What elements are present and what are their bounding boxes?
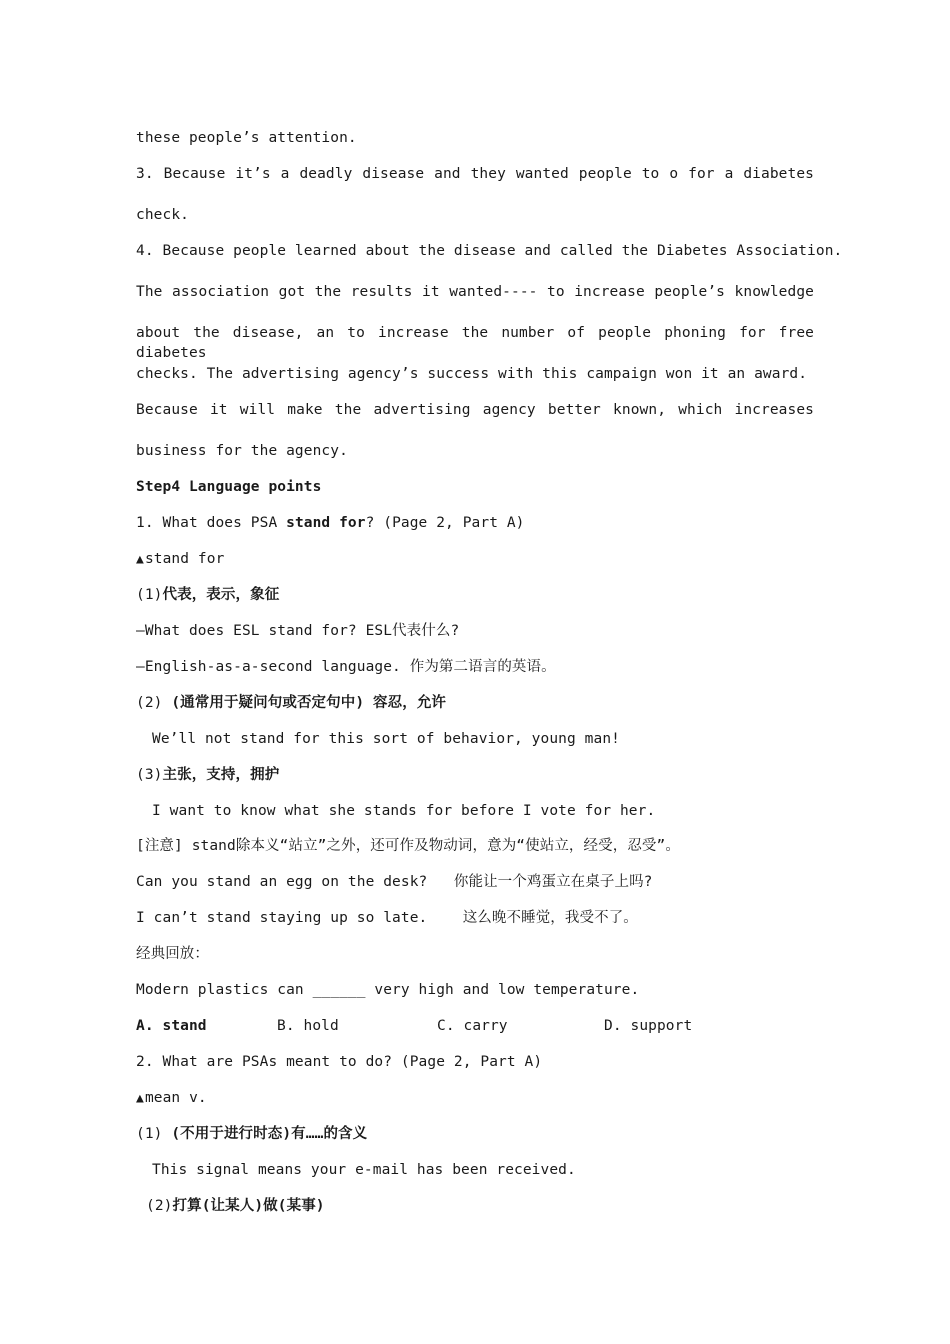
- example-line: This signal means your e-mail has been received.: [152, 1162, 576, 1178]
- sense-number: (1): [136, 587, 163, 603]
- triangle-bullet-icon: ▲: [136, 552, 144, 567]
- text-line: check.: [136, 207, 189, 223]
- question-1-post: ? (Page 2, Part A): [365, 515, 525, 531]
- sense-1: [136, 1124, 814, 1144]
- note-line: [注意] stand除本义“站立”之外，还可作及物动词，意为“使站立，经受，忍受”。: [136, 838, 680, 854]
- sense-number: (2): [136, 695, 172, 711]
- example-line: I want to know what she stands for before I vote for her.: [152, 803, 656, 819]
- review-question: Modern plastics can ______ very high and low temperature.: [136, 982, 640, 998]
- option-b: B. hold: [277, 1018, 339, 1034]
- sense-number: (2): [146, 1198, 173, 1214]
- sense-definition: 代表，表示，象征: [162, 587, 280, 603]
- example-line: —English-as-a-second language. 作为第二语言的英语。: [136, 659, 556, 675]
- sense-3: [136, 765, 814, 785]
- question-1: [136, 513, 814, 533]
- answer-5: Because it will make the advertising agency better known, which increases: [136, 402, 814, 418]
- example-line: —What does ESL stand for? ESL代表什么?: [136, 623, 460, 639]
- sense-definition: (通常用于疑问句或否定句中) 容忍，允许: [171, 695, 447, 711]
- example-line: Can you stand an egg on the desk? 你能让一个鸡蛋立在桌子上吗?: [136, 874, 653, 890]
- triangle-bullet-icon: ▲: [136, 1091, 144, 1106]
- sense-1: [136, 585, 814, 605]
- question-2: 2. What are PSAs meant to do? (Page 2, Part A): [136, 1054, 543, 1070]
- section-heading: Step4 Language points: [136, 479, 322, 495]
- sense-2: [136, 693, 814, 713]
- text-line: these people’s attention.: [136, 130, 357, 146]
- answer-options: [136, 1016, 814, 1036]
- sense-number: (1): [136, 1126, 172, 1142]
- sense-definition: (不用于进行时态)有……的含义: [171, 1126, 368, 1142]
- sense-2: [146, 1196, 824, 1216]
- keyword-line: [136, 549, 814, 570]
- answer-3: 3. Because it’s a deadly disease and they wanted people to o for a diabetes: [136, 166, 814, 182]
- text-line: about the disease, an to increase the number of people phoning for free diabetes: [136, 325, 814, 361]
- keyword: mean v.: [144, 1090, 207, 1106]
- question-1-pre: 1. What does PSA: [136, 515, 287, 531]
- text-line: The association got the results it wanted---- to increase people’s knowledge: [136, 284, 814, 300]
- sense-definition: 打算(让某人)做(某事): [172, 1198, 325, 1214]
- question-1-keyword: stand for: [286, 515, 366, 531]
- option-d: D. support: [604, 1018, 693, 1034]
- option-c: C. carry: [437, 1018, 508, 1034]
- keyword: stand for: [144, 551, 225, 567]
- example-line: I can’t stand staying up so late. 这么晚不睡觉，我受不了。: [136, 910, 638, 926]
- sense-definition: 主张，支持，拥护: [162, 767, 280, 783]
- answer-4: 4. Because people learned about the disease and called the Diabetes Association.: [136, 243, 843, 259]
- option-a: A. stand: [136, 1018, 207, 1034]
- review-label: 经典回放：: [136, 946, 209, 962]
- keyword-line: [136, 1088, 814, 1109]
- text-line: checks. The advertising agency’s success with this campaign won it an award.: [136, 366, 808, 382]
- text-line: business for the agency.: [136, 443, 348, 459]
- example-line: We’ll not stand for this sort of behavior, young man!: [152, 731, 620, 747]
- sense-number: (3): [136, 767, 163, 783]
